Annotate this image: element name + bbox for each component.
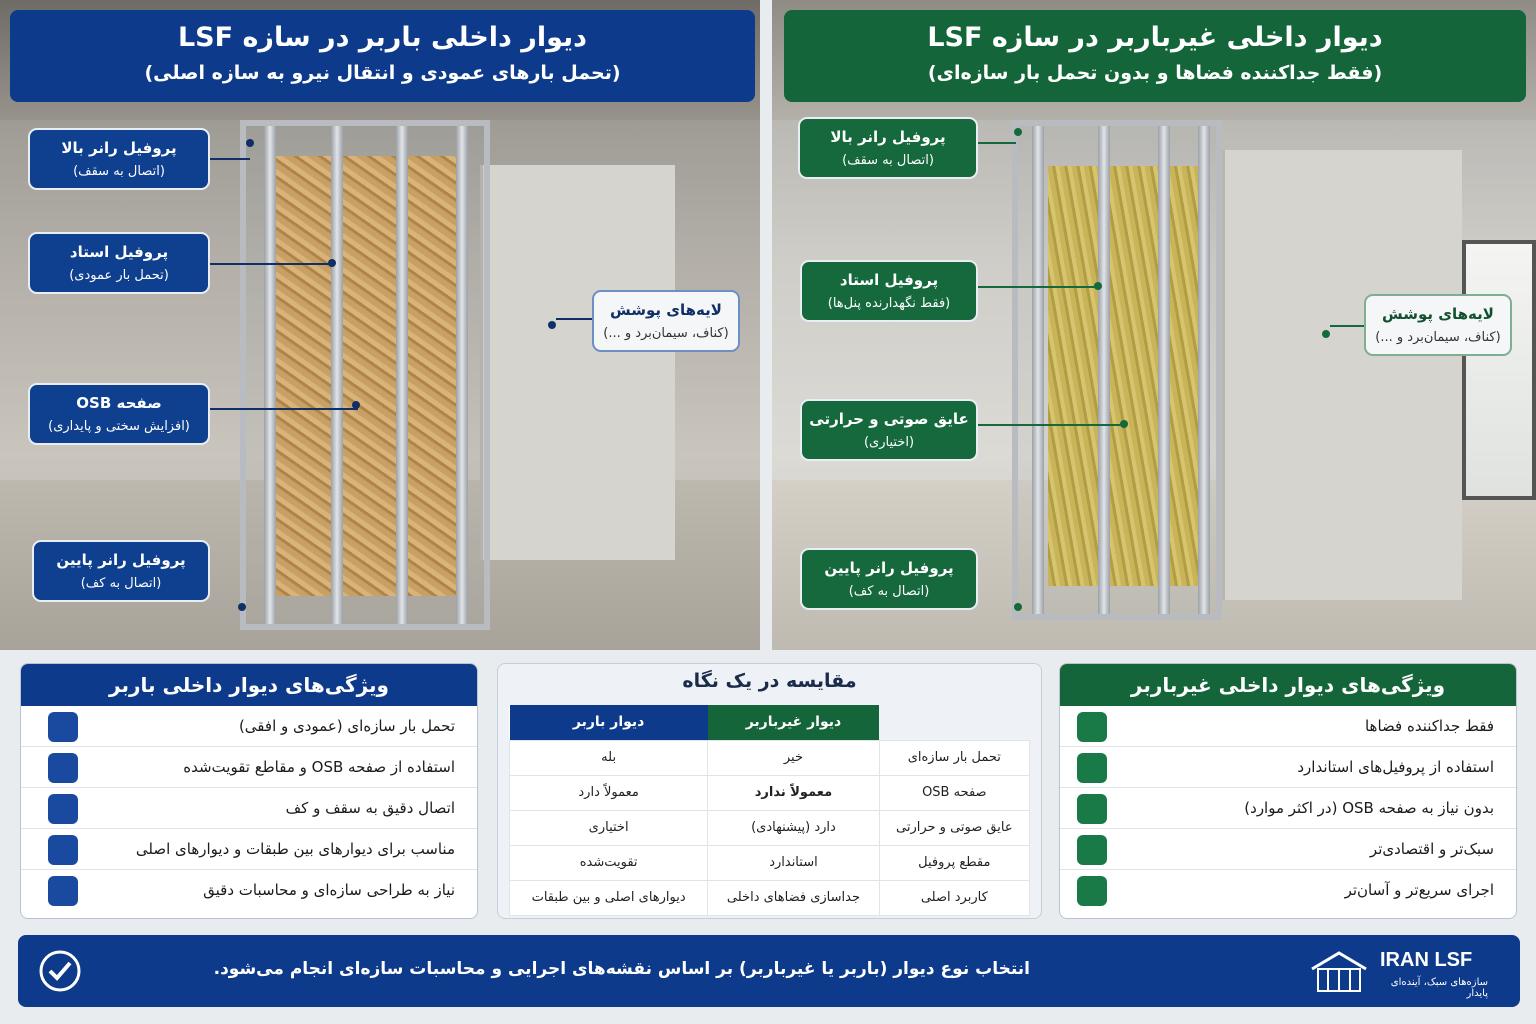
callout-desc: (اتصال به سقف) xyxy=(842,153,934,168)
table-corner xyxy=(879,705,1029,740)
load-bearing-features-card xyxy=(20,663,478,919)
load-bearing-title: دیوار داخلی باربر در سازه LSF xyxy=(177,22,588,53)
calculator-icon xyxy=(48,876,78,906)
callout-stud xyxy=(28,232,210,294)
cell-nonbearing: معمولاً ندارد xyxy=(708,775,879,810)
feature-text: مناسب برای دیوارهای بین طبقات و دیوارهای اصلی xyxy=(135,840,455,858)
table-row xyxy=(510,880,1030,915)
col-header-bearing: دیوار باربر xyxy=(510,705,708,740)
house-logo-icon xyxy=(1308,949,1370,993)
steel-frame xyxy=(240,120,490,630)
load-bearing-subtitle: (تحمل بارهای عمودی و انتقال نیرو به سازه اصلی) xyxy=(144,62,621,84)
cell-bearing: اختیاری xyxy=(510,810,708,845)
leader-line xyxy=(210,408,358,410)
callout-top-runner xyxy=(798,117,978,179)
feature-text: اجرای سریع‌تر و آسان‌تر xyxy=(1344,881,1494,899)
non-load-bearing-subtitle: (فقط جداکننده فضاها و بدون تحمل بار سازه‌ای) xyxy=(927,62,1383,84)
callout-title: پروفیل رانر بالا xyxy=(830,128,946,146)
check-circle-icon xyxy=(38,949,82,993)
feature-row xyxy=(1060,870,1516,911)
fast-build-icon xyxy=(1077,876,1107,906)
row-label: عایق صوتی و حرارتی xyxy=(879,810,1029,845)
feature-text: استفاده از پروفیل‌های استاندارد xyxy=(1297,758,1494,776)
leader-dot xyxy=(328,259,336,267)
callout-title: عایق صوتی و حرارتی xyxy=(809,410,969,428)
comparison-title: مقایسه در یک نگاه xyxy=(682,670,857,692)
feature-row xyxy=(1060,829,1516,870)
panel-icon xyxy=(48,753,78,783)
callout-desc: (اتصال به کف) xyxy=(80,576,162,591)
callout-bottom-runner xyxy=(800,548,978,610)
callout-cladding xyxy=(592,290,740,352)
feature-text: بدون نیاز به صفحه OSB (در اکثر موارد) xyxy=(1244,799,1494,817)
feature-row xyxy=(1060,788,1516,829)
cell-nonbearing: خیر xyxy=(708,740,879,775)
stud xyxy=(264,126,276,624)
leader-dot xyxy=(1014,128,1022,136)
callout-cladding xyxy=(1364,294,1512,356)
feature-row xyxy=(1060,747,1516,788)
callout-top-runner xyxy=(28,128,210,190)
row-label: صفحه OSB xyxy=(879,775,1029,810)
card-title: ویژگی‌های دیوار داخلی غیرباربر xyxy=(1060,664,1516,706)
leader-line xyxy=(978,142,1016,144)
leader-dot xyxy=(1322,330,1330,338)
callout-desc: (کناف، سیمان‌برد و ...) xyxy=(603,326,729,341)
callout-title: لایه‌های پوشش xyxy=(610,301,722,319)
callout-desc: (فقط نگهدارنده پنل‌ها) xyxy=(827,296,951,311)
callout-title: پروفیل رانر بالا xyxy=(61,139,177,157)
comparison-table xyxy=(509,705,1030,916)
stud xyxy=(331,126,343,624)
callout-desc: (افزایش سختی و پایداری) xyxy=(48,419,190,434)
load-bearing-header xyxy=(10,10,755,102)
callout-desc: (اتصال به کف) xyxy=(848,584,930,599)
leader-dot xyxy=(246,139,254,147)
brand-logo xyxy=(1308,949,1488,999)
col-header-nonbearing: دیوار غیرباربر xyxy=(708,705,879,740)
building-icon xyxy=(48,835,78,865)
leader-line xyxy=(556,318,592,320)
feature-text: تحمل بار سازه‌ای (عمودی و افقی) xyxy=(238,717,455,735)
insulation-wool xyxy=(1048,166,1198,586)
callout-desc: (تحمل بار عمودی) xyxy=(69,268,169,283)
non-load-bearing-features-card xyxy=(1059,663,1517,919)
footer-message: انتخاب نوع دیوار (باربر یا غیرباربر) بر اساس نقشه‌های اجرایی و محاسبات سازه‌ای انجام می‌شود. xyxy=(213,959,1030,979)
feature-row xyxy=(21,870,477,911)
callout-title: پروفیل رانر پایین xyxy=(56,551,186,569)
footer-banner xyxy=(18,935,1520,1007)
feature-text: اتصال دقیق به سقف و کف xyxy=(285,799,455,817)
callout-title: صفحه OSB xyxy=(76,394,162,412)
callout-desc: (کناف، سیمان‌برد و ...) xyxy=(1375,330,1501,345)
callout-stud xyxy=(800,260,978,322)
feature-row xyxy=(1060,706,1516,747)
feature-text: سبک‌تر و اقتصادی‌تر xyxy=(1369,840,1494,858)
callout-desc: (اتصال به سقف) xyxy=(73,164,165,179)
leader-dot xyxy=(238,603,246,611)
callout-title: پروفیل رانر پایین xyxy=(824,559,954,577)
callout-insulation xyxy=(800,399,978,461)
leader-dot xyxy=(1014,603,1022,611)
callout-title: پروفیل استاد xyxy=(839,271,939,289)
stud xyxy=(456,126,468,624)
leader-dot xyxy=(548,321,556,329)
feather-icon xyxy=(1077,835,1107,865)
stud xyxy=(1098,126,1110,614)
cell-bearing: بله xyxy=(510,740,708,775)
connection-icon xyxy=(48,794,78,824)
no-osb-icon xyxy=(1077,794,1107,824)
feature-text: فقط جداکننده فضاها xyxy=(1364,717,1494,735)
feature-text: نیاز به طراحی سازه‌ای و محاسبات دقیق xyxy=(203,881,455,899)
callout-desc: (اختیاری) xyxy=(863,435,915,450)
leader-dot xyxy=(1120,420,1128,428)
stud xyxy=(396,126,408,624)
leader-dot xyxy=(352,401,360,409)
feature-row xyxy=(21,747,477,788)
cell-nonbearing: جداسازی فضاهای داخلی xyxy=(708,880,879,915)
cell-nonbearing: دارد (پیشنهادی) xyxy=(708,810,879,845)
leader-line xyxy=(978,424,1124,426)
profile-icon xyxy=(1077,753,1107,783)
stud xyxy=(1158,126,1170,614)
row-label: تحمل بار سازه‌ای xyxy=(879,740,1029,775)
callout-osb xyxy=(28,383,210,445)
row-label: کاربرد اصلی xyxy=(879,880,1029,915)
callout-bottom-runner xyxy=(32,540,210,602)
leader-dot xyxy=(1094,282,1102,290)
osb-sheathing xyxy=(276,156,466,596)
gypsum-board xyxy=(480,165,675,560)
non-load-bearing-header xyxy=(784,10,1526,102)
window xyxy=(1462,240,1536,500)
feature-row xyxy=(21,788,477,829)
table-row xyxy=(510,810,1030,845)
comparison-card xyxy=(497,663,1042,919)
stud xyxy=(1032,126,1044,614)
leader-line xyxy=(1330,325,1364,327)
table-row xyxy=(510,775,1030,810)
gypsum-board xyxy=(1222,150,1462,600)
table-row xyxy=(510,845,1030,880)
callout-title: پروفیل استاد xyxy=(69,243,169,261)
card-title: ویژگی‌های دیوار داخلی باربر xyxy=(21,664,477,706)
stud xyxy=(1198,126,1210,614)
cell-bearing: دیوارهای اصلی و بین طبقات xyxy=(510,880,708,915)
feature-row xyxy=(21,706,477,747)
divider-icon xyxy=(1077,712,1107,742)
leader-line xyxy=(978,286,1096,288)
weight-icon xyxy=(48,712,78,742)
table-row xyxy=(510,740,1030,775)
cell-nonbearing: استاندارد xyxy=(708,845,879,880)
feature-text: استفاده از صفحه OSB و مقاطع تقویت‌شده xyxy=(183,758,455,776)
feature-row xyxy=(21,829,477,870)
callout-title: لایه‌های پوشش xyxy=(1382,305,1494,323)
non-load-bearing-title: دیوار داخلی غیرباربر در سازه LSF xyxy=(927,22,1383,53)
brand-tagline: سازه‌های سبک، آینده‌ای پایدار xyxy=(1390,977,1488,999)
leader-line xyxy=(210,158,250,160)
brand-name: IRAN LSF xyxy=(1380,949,1473,971)
cell-bearing: معمولاً دارد xyxy=(510,775,708,810)
cell-bearing: تقویت‌شده xyxy=(510,845,708,880)
steel-frame xyxy=(1012,120,1222,620)
leader-line xyxy=(210,263,332,265)
row-label: مقطع پروفیل xyxy=(879,845,1029,880)
